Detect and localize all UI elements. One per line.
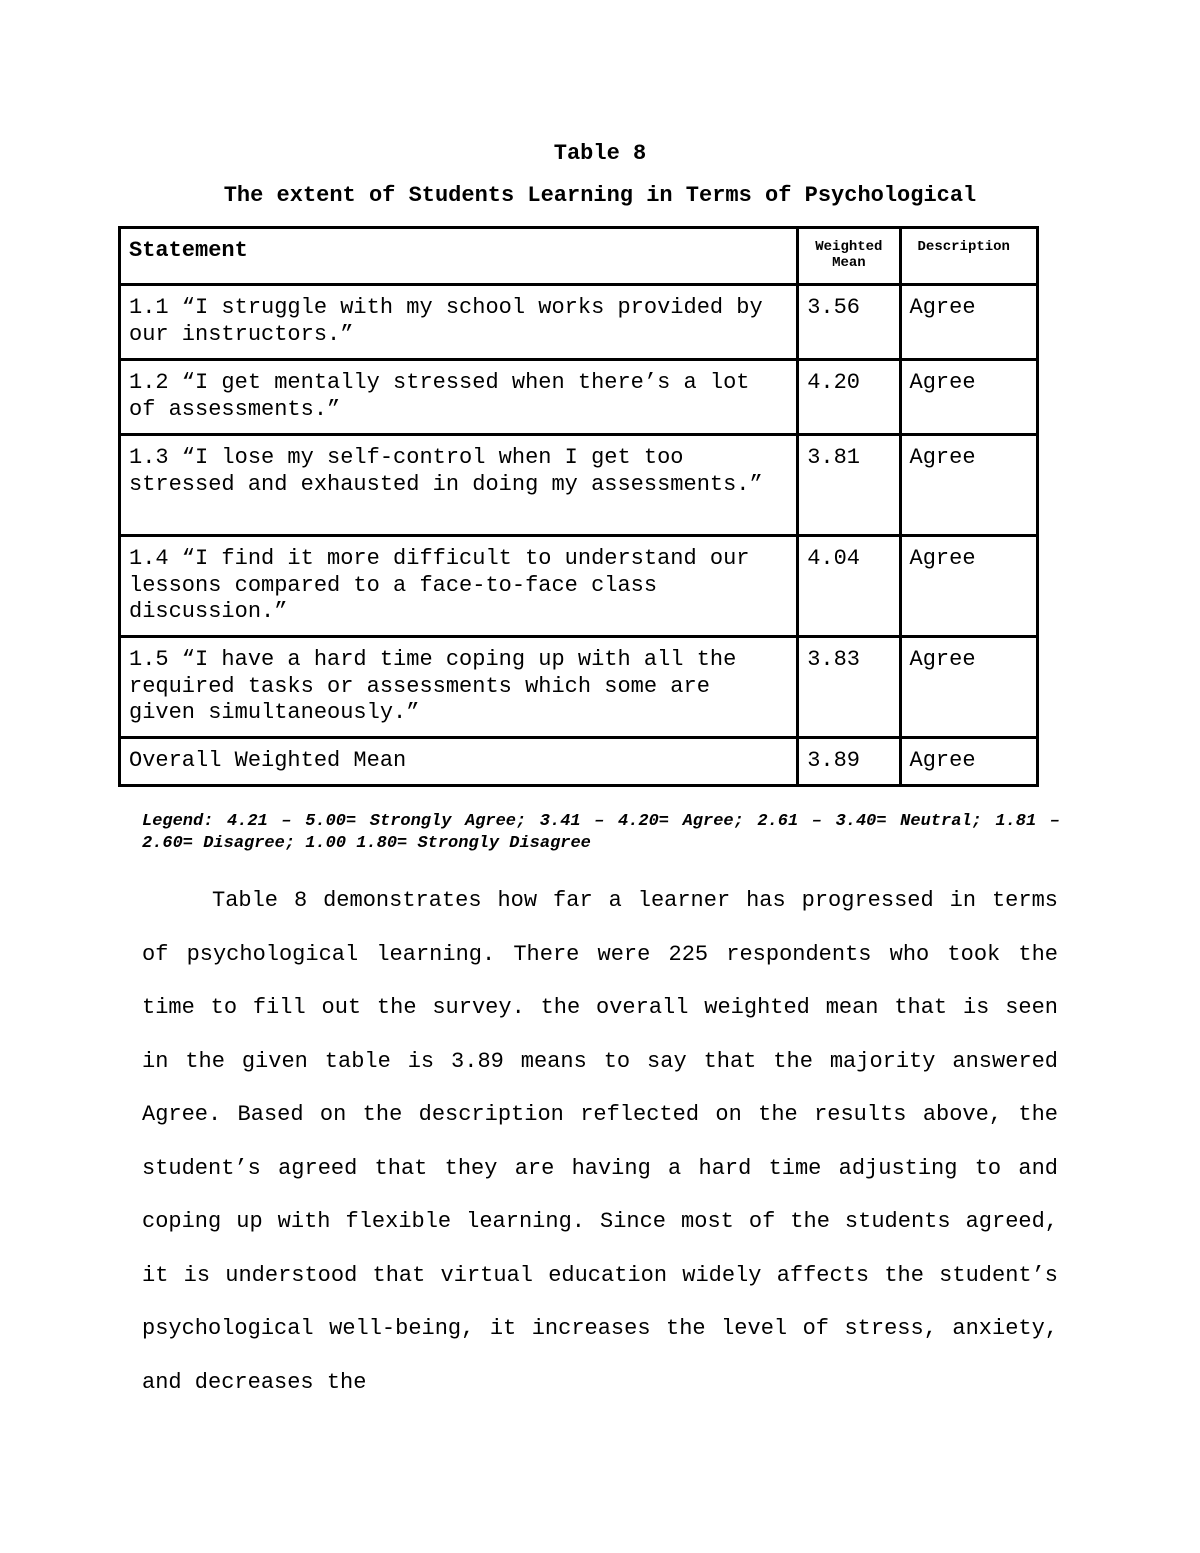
table-title: The extent of Students Learning in Terms of Psychological bbox=[223, 183, 977, 208]
header-weighted-mean: Weighted Mean bbox=[798, 228, 900, 285]
overall-label: Overall Weighted Mean bbox=[120, 738, 798, 786]
table-legend: Legend: 4.21 – 5.00= Strongly Agree; 3.41 – 4.20= Agree; 2.61 – 3.40= Neutral; 1.81 – 2.60= Disagree; 1.00 1.80= Strongly Disagree bbox=[142, 812, 1060, 853]
overall-description: Agree bbox=[900, 738, 1037, 786]
row-statement: 1.3 “I lose my self-control when I get too stressed and exhausted in doing my assessments.” bbox=[120, 435, 798, 536]
row-mean: 4.04 bbox=[798, 536, 900, 637]
table-row bbox=[120, 637, 1038, 738]
table-number: Table 8 bbox=[553, 141, 647, 166]
row-mean: 3.56 bbox=[798, 285, 900, 360]
row-mean: 3.81 bbox=[798, 435, 900, 536]
row-statement: 1.1 “I struggle with my school works provided by our instructors.” bbox=[120, 285, 798, 360]
table-header-row bbox=[120, 228, 1038, 285]
row-description: Agree bbox=[900, 360, 1037, 435]
row-description: Agree bbox=[900, 637, 1037, 738]
table-row bbox=[120, 435, 1038, 536]
header-statement: Statement bbox=[120, 228, 798, 285]
body-paragraph: Table 8 demonstrates how far a learner has progressed in terms of psychological learning. There were 225 respondents who took the time to fill out the survey. the overall weighted mean that is seen in the given table is 3.89 means to say that the majority answered Agree. Based on the description reflected on the results above, the student’s agreed that they are having a hard time adjusting to and coping up with flexible learning. Since most of the students agreed, it is understood that virtual education widely affects the student’s psychological well-being, it increases the level of stress, anxiety, and decreases the bbox=[142, 888, 1058, 1395]
row-description: Agree bbox=[900, 285, 1037, 360]
table-row bbox=[120, 360, 1038, 435]
row-statement: 1.5 “I have a hard time coping up with all the required tasks or assessments which some are given simultaneously.” bbox=[120, 637, 798, 738]
header-description: Description bbox=[900, 228, 1037, 285]
row-statement: 1.2 “I get mentally stressed when there’s a lot of assessments.” bbox=[120, 360, 798, 435]
row-statement: 1.4 “I find it more difficult to understand our lessons compared to a face-to-face class discussion.” bbox=[120, 536, 798, 637]
row-mean: 3.83 bbox=[798, 637, 900, 738]
overall-row bbox=[120, 738, 1038, 786]
row-description: Agree bbox=[900, 435, 1037, 536]
row-mean: 4.20 bbox=[798, 360, 900, 435]
results-table bbox=[118, 226, 1039, 787]
table-row bbox=[120, 285, 1038, 360]
overall-mean: 3.89 bbox=[798, 738, 900, 786]
table-row bbox=[120, 536, 1038, 637]
row-description: Agree bbox=[900, 536, 1037, 637]
